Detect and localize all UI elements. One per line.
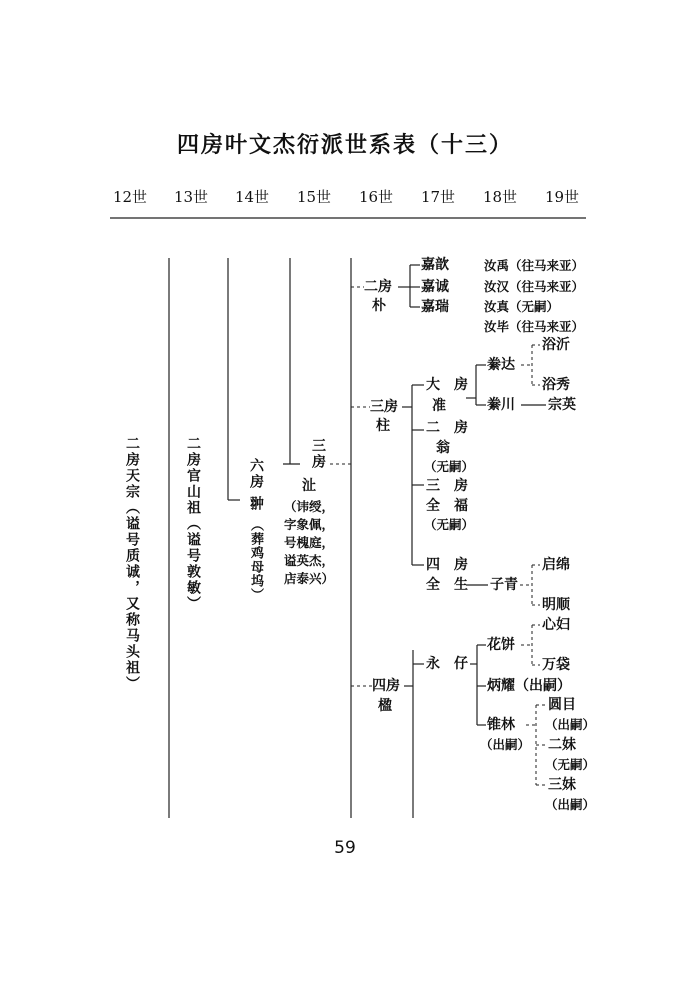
gen18-name: 絭达 [487,357,515,373]
gen16-branch-label: 四房 [372,678,400,694]
gen19-name: 浴沂 [542,337,570,353]
gen16-name: 楹 [378,698,392,714]
gen18-name: 汝禹（往马来亚） [484,258,585,273]
gen18-name: 汝真（无嗣） [484,299,560,314]
gen16-name: 柱 [376,418,390,434]
gen19-name: 圆目 [548,697,576,713]
gen19-name: 三妹 [548,777,576,793]
gen17-name: 嘉诚 [421,279,449,295]
generation-label: 14世 [234,188,270,206]
generation-label: 13世 [173,188,209,206]
gen19-name: 明顺 [542,597,570,613]
generation-label: 12世 [112,188,148,206]
generation-label: 17世 [420,188,456,206]
gen18-note: （出嗣） [480,737,531,752]
gen17-note: （无嗣） [424,459,475,474]
gen17-note: （无嗣） [424,517,475,532]
gen19-name: 二妹 [548,737,576,753]
gen18-name: 汝毕（往马来亚） [484,319,585,334]
gen19-note: （无嗣） [545,757,596,772]
gen19-note: （出嗣） [545,717,596,732]
gen17-branch-label: 大 房 [426,377,468,393]
gen15-note: （讳绶，字象佩，号槐庭，谥英杰，店泰兴） [284,499,335,586]
gen18-name: 花饼 [487,637,515,653]
gen15-label: 三房 [310,438,326,470]
gen18-name: 炳耀（出嗣） [487,678,571,694]
gen18-name: 锥林 [487,717,515,733]
gen17-name: 永 仔 [426,656,468,672]
gen14-note: （葬鸡母坞） [248,518,263,602]
page-title: 四房叶文杰衍派世系表（十三） [176,132,513,158]
gen17-branch-label: 二 房 [426,420,468,436]
gen19-name: 宗英 [548,397,576,413]
gen14-label: 六房 [248,458,264,490]
gen17-branch-label: 四 房 [426,557,468,573]
gen14-name: 翀 [248,496,264,512]
generation-label: 19世 [544,188,580,206]
gen17-name: 嘉瑞 [421,299,449,315]
gen12-ancestor: 二房天宗（谥号质诚，又称马头祖） [124,436,140,692]
gen19-name: 浴秀 [542,377,570,393]
gen19-note: （出嗣） [545,797,596,812]
gen19-name: 万袋 [542,657,570,673]
gen17-name: 全 生 [426,577,468,593]
generation-label: 16世 [358,188,394,206]
gen17-name: 准 [432,398,446,414]
gen16-name: 朴 [372,298,386,314]
generation-label: 18世 [482,188,518,206]
gen18-name: 絭川 [487,397,515,413]
gen18-name: 子青 [490,577,518,593]
gen15-name: 沚 [302,478,316,494]
gen16-branch-label: 二房 [364,279,392,295]
gen18-name: 汝汉（往马来亚） [484,279,585,294]
gen17-name: 嘉歆 [421,257,449,273]
gen17-name: 全 福 [426,498,468,514]
gen19-name: 心妇 [542,617,570,633]
generation-label: 15世 [296,188,332,206]
gen16-branch-label: 三房 [370,399,398,415]
gen13-ancestor: 二房官山祖（谥号敦敏） [185,436,201,612]
gen17-branch-label: 三 房 [426,478,468,494]
gen19-name: 启绵 [542,557,570,573]
page-number: 59 [334,838,356,858]
gen17-name: 翁 [436,440,450,456]
